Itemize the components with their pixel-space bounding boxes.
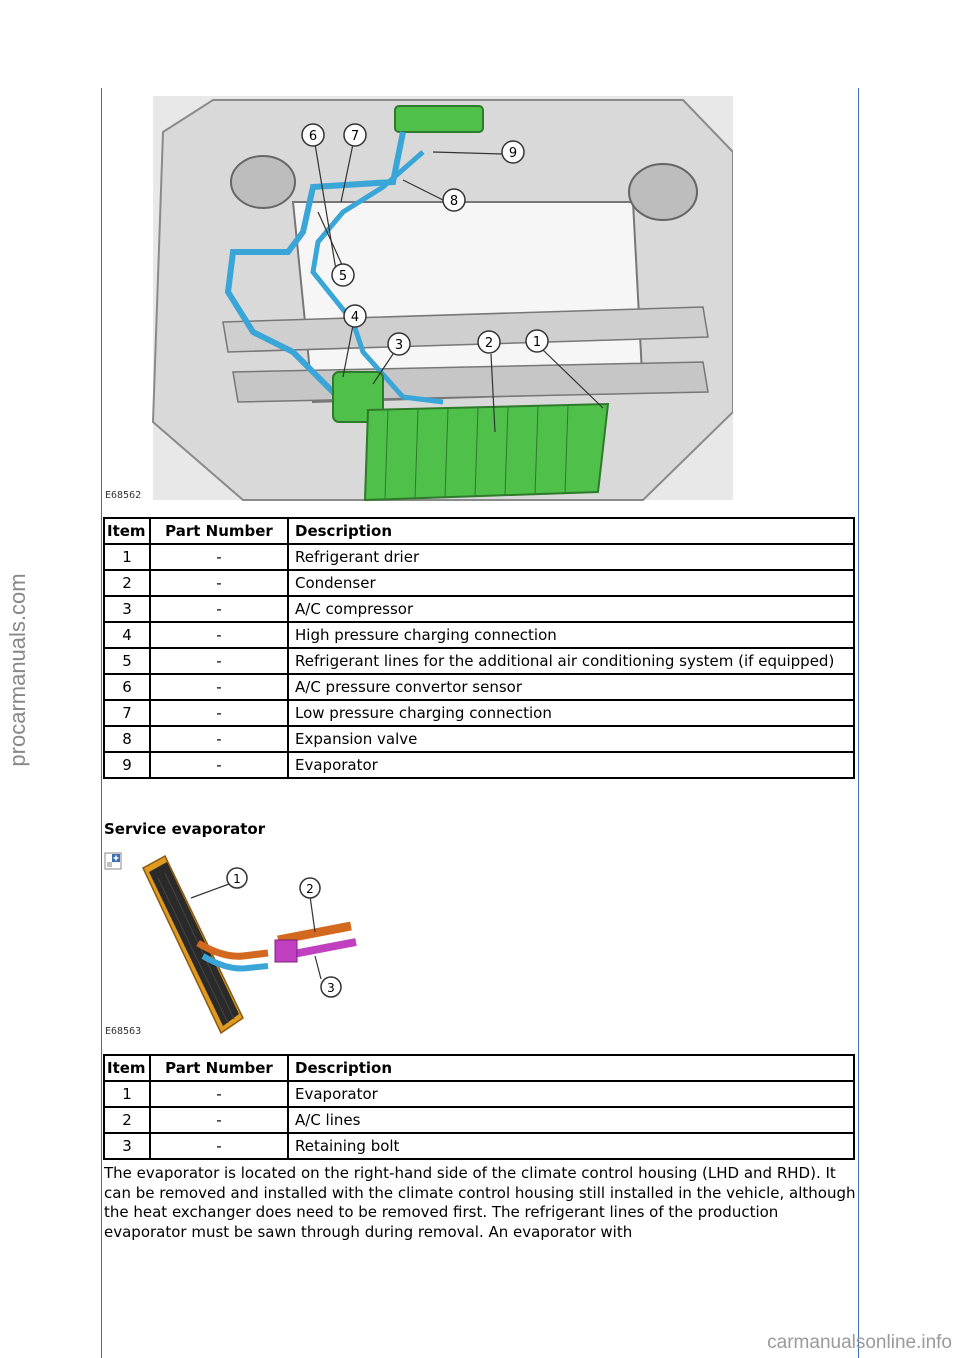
- header-description: Description: [288, 1055, 854, 1081]
- header-part-number: Part Number: [150, 518, 288, 544]
- table-header-row: [104, 1055, 854, 1081]
- components-table: [103, 517, 855, 779]
- service-evaporator-figure: [103, 848, 373, 1038]
- callout-8: [443, 189, 465, 211]
- table-row: 6 - A/C pressure convertor sensor: [104, 674, 854, 700]
- svg-text:2: 2: [484, 336, 494, 351]
- svg-text:1: 1: [233, 872, 241, 886]
- svg-text:9: 9: [508, 146, 518, 161]
- page-right-rule: [858, 88, 859, 1358]
- table-row: 1 - Refrigerant drier: [104, 544, 854, 570]
- callout-7: [344, 124, 366, 146]
- svg-text:4: 4: [350, 310, 360, 325]
- callout-3: [388, 333, 410, 355]
- table-row: 7 - Low pressure charging connection: [104, 700, 854, 726]
- callout-2: [300, 878, 320, 898]
- page-left-rule: [101, 88, 102, 1358]
- section-heading: Service evaporator: [104, 820, 266, 838]
- svg-text:8: 8: [449, 194, 459, 209]
- svg-text:1: 1: [532, 335, 542, 350]
- engine-bay-figure: [103, 92, 733, 502]
- table-row: 3 - A/C compressor: [104, 596, 854, 622]
- callout-1: [526, 330, 548, 352]
- callout-5: [332, 264, 354, 286]
- header-item: Item: [104, 1055, 150, 1081]
- side-watermark: procarmanuals.com: [5, 573, 30, 767]
- table-header-row: [104, 518, 854, 544]
- svg-text:6: 6: [308, 129, 318, 144]
- table-row: 4 - High pressure charging connection: [104, 622, 854, 648]
- callout-9: [502, 141, 524, 163]
- service-evaporator-table: [103, 1054, 855, 1160]
- header-description: Description: [288, 518, 854, 544]
- table-row: 3 - Retaining bolt: [104, 1133, 854, 1159]
- svg-text:5: 5: [338, 269, 348, 284]
- bottom-watermark: carmanualsonline.info: [767, 1332, 952, 1353]
- table-row: 1 - Evaporator: [104, 1081, 854, 1107]
- header-item: Item: [104, 518, 150, 544]
- figure1-code: E68562: [105, 490, 142, 501]
- figure2-code: E68563: [105, 1026, 142, 1037]
- callout-1: [227, 868, 247, 888]
- table-row: 8 - Expansion valve: [104, 726, 854, 752]
- table-row: 2 - Condenser: [104, 570, 854, 596]
- callout-4: [344, 305, 366, 327]
- callout-6: [302, 124, 324, 146]
- callout-2: [478, 331, 500, 353]
- svg-text:3: 3: [327, 981, 335, 995]
- body-paragraph: The evaporator is located on the right-hand side of the climate control housing (LHD and RHD). It can be removed and installed with the climate control housing still installed in the vehicle, although the heat exchanger does need to be removed first. The refrigerant lines of the production evaporator must be sawn through during removal. An evaporator with: [104, 1164, 856, 1241]
- callout-3: [321, 977, 341, 997]
- header-part-number: Part Number: [150, 1055, 288, 1081]
- table-row: 9 - Evaporator: [104, 752, 854, 778]
- svg-text:3: 3: [394, 338, 404, 353]
- table-row: 2 - A/C lines: [104, 1107, 854, 1133]
- svg-text:7: 7: [350, 129, 360, 144]
- svg-text:2: 2: [306, 882, 314, 896]
- table-row: 5 - Refrigerant lines for the additional air conditioning system (if equipped): [104, 648, 854, 674]
